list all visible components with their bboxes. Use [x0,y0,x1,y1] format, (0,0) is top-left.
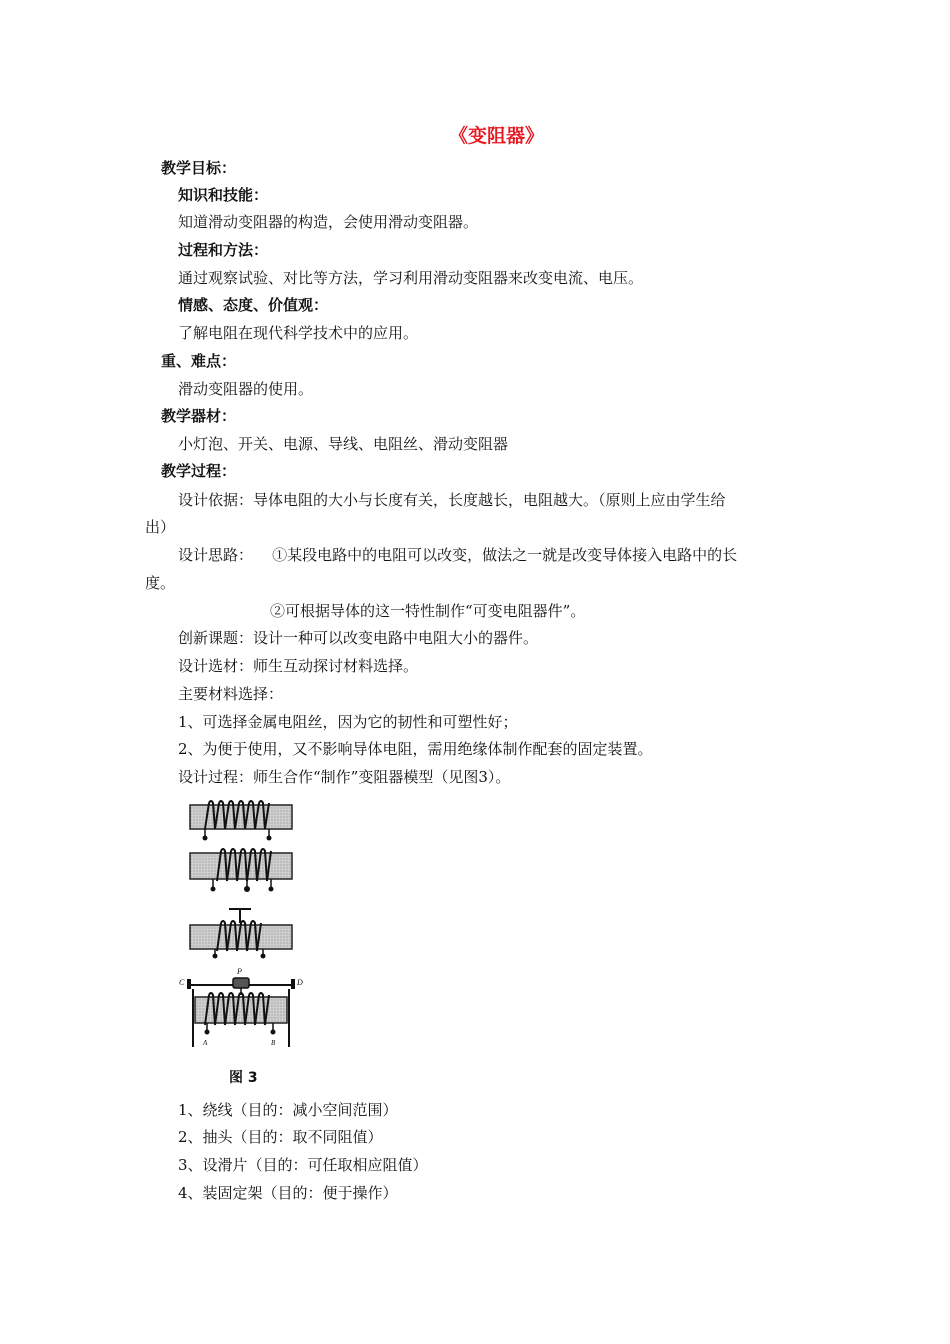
terminal-d-label: D [297,978,303,987]
coil-panel-3 [190,909,292,959]
material-item-1: 1、可选择金属电阻丝，因为它的韧性和可塑性好； [178,713,518,731]
process-heading: 过程和方法： [178,241,269,259]
terminal-c-label: C [179,978,185,987]
coil-panel-2 [190,849,292,892]
innovation-topic: 创新课题：设计一种可以改变电路中电阻大小的器件。 [178,629,539,647]
process-text: 通过观察试验、对比等方法，学习利用滑动变阻器来改变电流、电压。 [178,269,644,287]
materials-design: 设计选材：师生互动探讨材料选择。 [178,657,419,675]
figure-caption: 图 3 [229,1070,258,1086]
design-process: 设计过程：师生合作“制作”变阻器模型（见图3）。 [178,768,511,786]
material-item-2: 2、为便于使用，又不影响导体电阻，需用绝缘体制作配套的固定装置。 [178,740,653,758]
step-item: 1、绕线（目的：减小空间范围） [178,1101,398,1119]
objectives-heading: 教学目标： [161,159,237,177]
design-idea-line2: 度。 [145,574,176,592]
step-item: 3、设滑片（目的：可任取相应阻值） [178,1156,428,1174]
equipment-heading: 教学器材： [161,407,237,425]
step-item: 4、装固定架（目的：便于操作） [178,1184,398,1202]
terminal-b-label: B [271,1039,276,1047]
teaching-process-heading: 教学过程： [161,462,237,480]
page-title: 《变阻器》 [449,125,545,147]
terminal-a-label: A [203,1039,208,1047]
design-idea-line1: 设计思路： ①某段电路中的电阻可以改变，做法之一就是改变导体接入电路中的长 [178,546,738,564]
knowledge-text: 知道滑动变阻器的构造，会使用滑动变阻器。 [178,213,479,231]
rheostat-figure [175,795,315,1095]
design-basis-line2: 出） [145,518,176,536]
key-points-text: 滑动变阻器的使用。 [178,380,314,398]
coil-panel-4 [179,967,303,1047]
step-item: 2、抽头（目的：取不同阻值） [178,1128,383,1146]
equipment-text: 小灯泡、开关、电源、导线、电阻丝、滑动变阻器 [178,435,509,453]
emotion-heading: 情感、态度、价值观： [178,296,329,314]
knowledge-heading: 知识和技能： [178,186,269,204]
emotion-text: 了解电阻在现代科学技术中的应用。 [178,324,419,342]
slider-p-label: P [237,967,242,976]
materials-heading: 主要材料选择： [178,685,284,703]
design-idea-line3: ②可根据导体的这一特性制作“可变电阻器件”。 [270,602,586,620]
design-basis-line1: 设计依据：导体电阻的大小与长度有关，长度越长，电阻越大。（原则上应由学生给 [178,491,726,509]
key-points-heading: 重、难点： [161,352,237,370]
coil-panel-1 [190,801,292,841]
